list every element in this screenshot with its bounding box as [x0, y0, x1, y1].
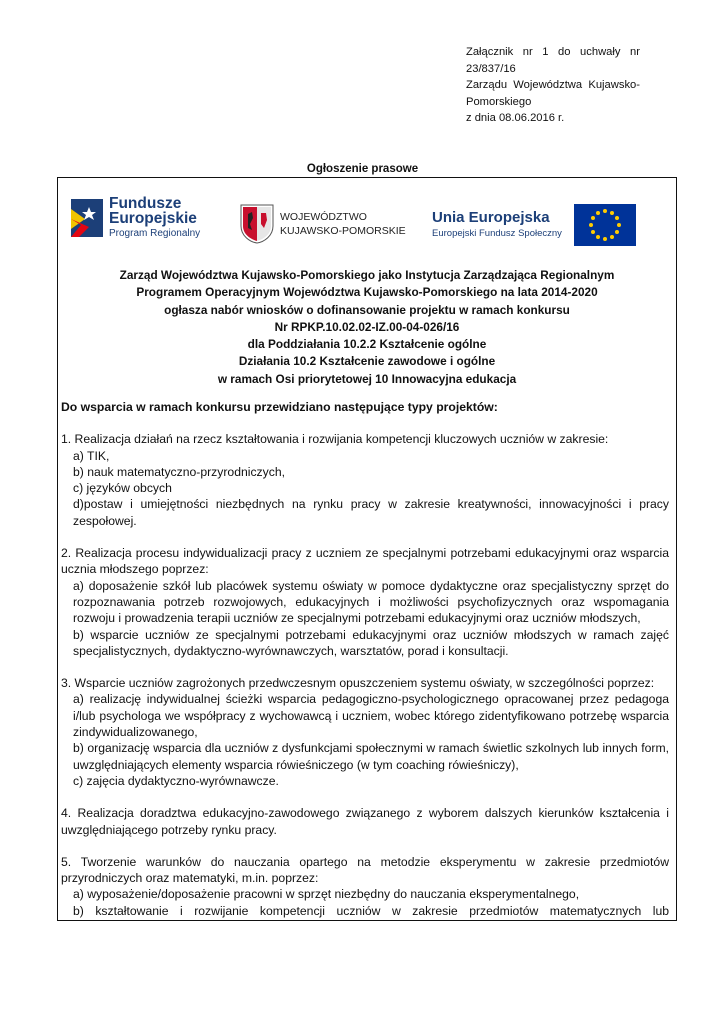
fe-line-2: Europejskie [109, 210, 197, 227]
press-title: Ogłoszenie prasowe [306, 163, 419, 175]
section-2-item-b: b) wsparcie uczniów ze specjalnymi potrzebami edukacyjnymi oraz uczniów młodszych w ramach zajęć specjalistycznych, dydaktyczno-wyrównawczych, warsztatów, porad i konsultacji. [73, 627, 669, 658]
heading-line: w ramach Osi priorytetowej 10 Innowacyjna edukacja [217, 371, 517, 386]
heading-line: Nr RPKP.10.02.02-IZ.00-04-026/16 [274, 319, 460, 334]
wojewodztwo-logo [240, 204, 406, 244]
section-1-item-d: d)postaw i umiejętności niezbędnych na rynku pracy w zakresie kreatywności, innowacyjności i pracy zespołowej. [73, 497, 669, 528]
announcement-frame [57, 177, 677, 921]
fe-line-1: Fundusze [109, 195, 182, 212]
section-5-text: 5. Tworzenie warunków do nauczania opartego na metodzie eksperymentu w zakresie przedmiotów przyrodniczych oraz matematyki, m.in. poprzez: [61, 854, 669, 886]
heading-line: Zarząd Województwa Kujawsko-Pomorskiego jako Instytucja Zarządzająca Regionalnym [119, 268, 615, 282]
section-4 [61, 805, 669, 838]
attachment-line-1 [466, 44, 640, 61]
announcement-body [61, 399, 669, 921]
logos-bar [58, 178, 676, 258]
woj-line-2: KUJAWSKO-POMORSKIE [280, 225, 406, 237]
section-5 [61, 854, 669, 919]
heading-line: Programem Operacyjnym Województwa Kujawsko-Pomorskiego na lata 2014-2020 [136, 285, 598, 300]
word: nr [629, 46, 640, 58]
ue-line-2: Europejski Fundusz Społeczny [432, 228, 562, 239]
coat-of-arms-icon [240, 204, 274, 244]
section-3-item-b: b) organizację wsparcia dla uczniów z dysfunkcjami społecznymi w ramach świetlic szkolnych lub innych form, uwzględniających elementy wsparcia rówieśniczego (w tym coaching rówieśniczy), [73, 741, 669, 772]
word: Załącznik [466, 46, 514, 58]
fe-line-3: Program Regionalny [109, 228, 201, 239]
word: nr [522, 46, 533, 58]
section-1-item-c: c) języków obcych [73, 481, 172, 496]
section-3-item-c: c) zajęcia dydaktyczno-wyrównawcze. [73, 773, 279, 788]
section-3-item-a: a) realizację indywidualnej ścieżki wsparcia pedagogiczno-psychologicznego opracowanej przez pedagoga i/lub psychologa we współpracy z wychowawcą i uczniem, wobec którego zidentyfikowano potrzebę wsparcia zindywidualizowanego, [73, 692, 669, 740]
section-3-text: 3. Wsparcie uczniów zagrożonych przedwczesnym opuszczeniem systemu oświaty, w szczególności poprzez: [61, 676, 655, 691]
unia-europejska-logo [432, 204, 636, 246]
attachment-note [466, 44, 640, 127]
word: 1 [542, 46, 549, 58]
section-2-item-a: a) doposażenie szkół lub placówek systemu oświaty w pomoce dydaktyczne oraz specjalistyczny sprzęt do rozpoznawania potrzeb rozwojowych, edukacyjnych i możliwości psychofizycznych oraz wspomagania rozwoju i prowadzenia terapii uczniów ze specjalnymi potrzebami edukacyjnymi oraz uczniów młodszych, [73, 578, 669, 626]
word: uchwały [580, 46, 621, 58]
word: Województwa [513, 79, 583, 91]
announcement-heading [58, 267, 676, 388]
word: Zarządu [466, 79, 508, 91]
word: do [558, 46, 571, 58]
section-2-text: 2. Realizacja procesu indywidualizacji pracy z uczniem ze specjalnymi potrzebami edukacyjnymi oraz wsparcia ucznia młodszego poprzez: [61, 546, 669, 577]
woj-line-1: WOJEWÓDZTWO [280, 211, 367, 223]
section-1-text: 1. Realizacja działań na rzecz kształtowania i rozwijania kompetencji kluczowych uczniów w zakresie: [61, 432, 609, 447]
heading-line: Działania 10.2 Kształcenie zawodowe i ogólne [238, 354, 496, 369]
section-2 [61, 545, 669, 659]
ue-line-1: Unia Europejska [432, 209, 550, 226]
attachment-line-5: z dnia 08.06.2016 r. [466, 112, 565, 124]
fundusze-europejskie-logo [71, 196, 200, 240]
attachment-line-2: 23/837/16 [466, 62, 516, 75]
heading-line: ogłasza nabór wniosków o dofinansowanie projektu w ramach konkursu [164, 302, 570, 317]
intro-text: Do wsparcia w ramach konkursu przewidziano następujące typy projektów: [61, 400, 498, 414]
word: Kujawsko- [588, 79, 640, 91]
fe-emblem-icon [71, 199, 103, 237]
section-5-item-b: b) kształtowanie i rozwijanie kompetencji uczniów w zakresie przedmiotów matematycznych lub [73, 903, 669, 918]
section-5-item-a: a) wyposażenie/doposażenie pracowni w sprzęt niezbędny do nauczania eksperymentalnego, [73, 887, 580, 902]
section-1-item-b: b) nauk matematyczno-przyrodniczych, [73, 464, 286, 479]
section-3 [61, 675, 669, 789]
section-1-item-a: a) TIK, [73, 448, 110, 463]
eu-flag-icon [574, 204, 636, 246]
section-1 [61, 431, 669, 529]
heading-line: dla Poddziałania 10.2.2 Kształcenie ogólne [247, 337, 487, 352]
attachment-line-3 [466, 77, 640, 94]
section-4-text: 4. Realizacja doradztwa edukacyjno-zawodowego związanego z wyborem dalszych kierunków kształcenia i uwzględniającego potrzeby rynku pracy. [61, 806, 669, 837]
attachment-line-4: Pomorskiego [466, 95, 532, 108]
